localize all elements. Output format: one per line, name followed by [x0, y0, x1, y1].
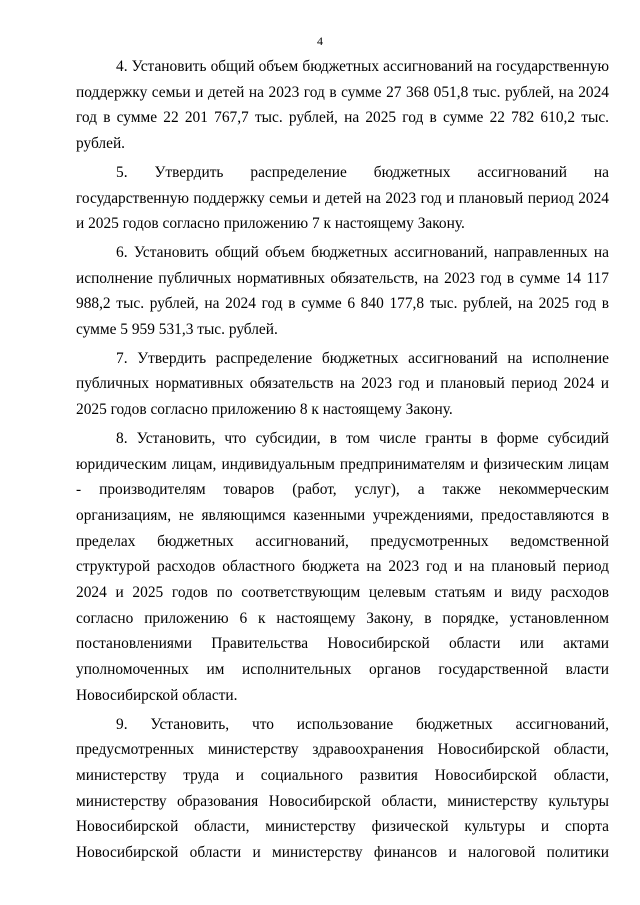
paragraph-9: 9. Установить, что использование бюджетных ассигнований, предусмотренных министерству здравоохранения Новосибирской области, министерству труда и социального развития Новосибирской области, министерству образования Новосибирской области, министерству культуры Новосибирской области, министерству физической культуры и спорта Новосибирской области и министерству финансов и налоговой политики [76, 715, 609, 862]
paragraph-7: 7. Утвердить распределение бюджетных ассигнований на исполнение публичных нормативных обязательств на 2023 год и плановый период 2024 и 2025 годов согласно приложению 8 к настоящему Закону. [76, 349, 609, 419]
paragraph-5: 5. Утвердить распределение бюджетных ассигнований на государственную поддержку семьи и детей на 2023 год и плановый период 2024 и 2025 годов согласно приложению 7 к настоящему Закону. [76, 163, 609, 233]
paragraph-4: 4. Установить общий объем бюджетных ассигнований на государственную поддержку семьи и детей на 2023 год в сумме 27 368 051,8 тыс. рублей, на 2024 год в сумме 22 201 767,7 тыс. рублей, на 2025 год в сумме 22 782 610,2 тыс. рублей. [76, 58, 609, 153]
page-number: 4 [317, 34, 323, 48]
paragraph-6: 6. Установить общий объем бюджетных ассигнований, направленных на исполнение публичных нормативных обязательств, на 2023 год в сумме 14 117 988,2 тыс. рублей, на 2024 год в сумме 6 840 177,8 тыс. рублей, на 2025 год в сумме 5 959 531,3 тыс. рублей. [76, 243, 609, 339]
document-body [76, 54, 609, 869]
paragraph-8: 8. Установить, что субсидии, в том числе гранты в форме субсидий юридическим лицам, индивидуальным предпринимателям и физическим лицам - производителям товаров (работ, услуг), а также некоммерческим организациям, не являющимся казенными учреждениями, предоставляются в пределах бюджетных ассигнований, предусмотренных ведомственной структурой расходов областного бюджета на 2023 год и на плановый период 2024 и 2025 годов по соответствующим целевым статьям и виду расходов согласно приложению 6 к настоящему Закону, в порядке, установленном постановлениями Правительства Новосибирской области или актами уполномоченных им исполнительных органов государственной власти Новосибирской области. [76, 429, 609, 704]
